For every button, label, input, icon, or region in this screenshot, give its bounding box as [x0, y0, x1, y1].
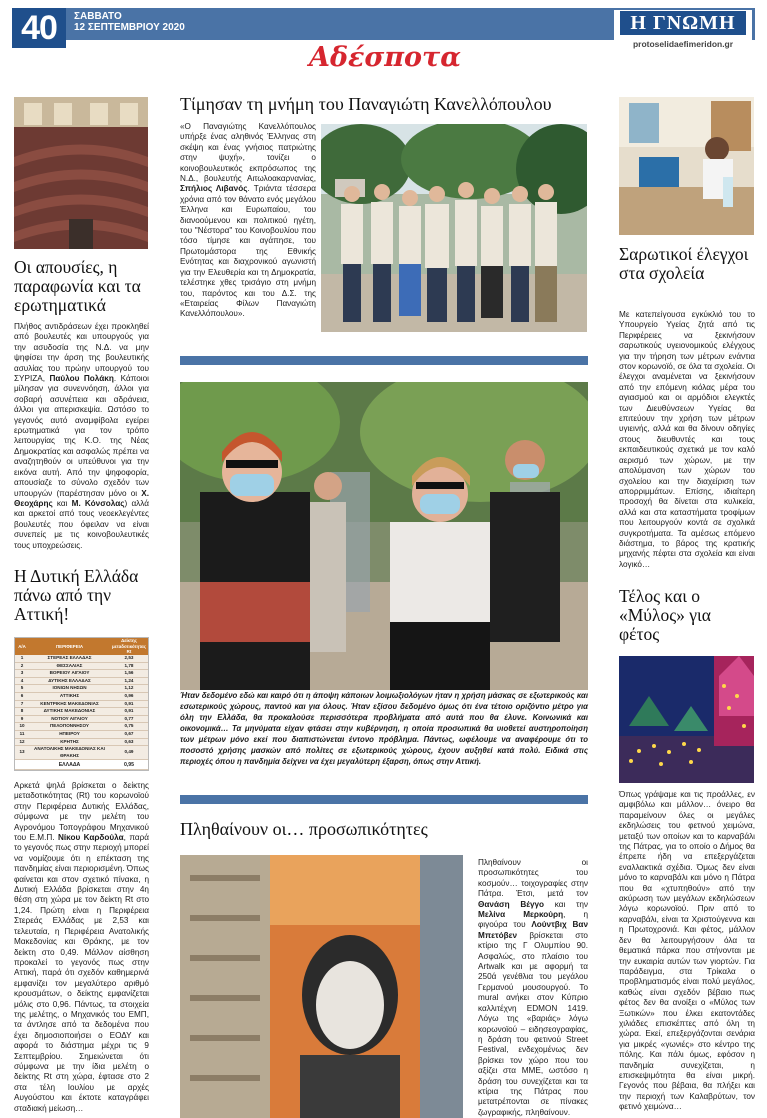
row-number: 10 [15, 723, 29, 731]
row-region: ΝΟΤΙΟΥ ΑΙΓΑΙΟΥ [29, 715, 110, 723]
row-rt-value: 0,77 [110, 715, 148, 723]
rt-index-table [14, 637, 149, 771]
table-row [15, 670, 148, 678]
headline-prosopikotites: Πληθαίνουν οι… προσωπικότητες [180, 819, 428, 839]
col-header-num: Α/Α [15, 638, 29, 655]
body-kanellopoulos [180, 122, 316, 320]
total-value: 0,95 [110, 760, 148, 770]
row-number: 7 [15, 700, 29, 708]
text-run: Αρκετά ψηλά βρίσκεται ο δείκτης μεταδοτικότητας (Rt) του κορωνοϊού στην Περιφέρεια Δυτικής Ελλάδας, σύμφωνα με την μελέτη του Αγρονόμου Τοπογράφου Μηχανικού του Ε.Μ.Π. [14, 781, 149, 843]
masks-street-photo [180, 382, 588, 690]
total-spacer [15, 760, 29, 770]
body-prosopikotites [478, 858, 588, 1118]
table-row [15, 708, 148, 716]
row-region: ΔΥΤΙΚΗΣ ΕΛΛΑΔΑΣ [29, 677, 110, 685]
text-run: ) αλλά και αρκετοί από τους νεοεκλεγέντες βουλευτές που όφειλαν να είναι συνεπείς με τις κοινοβουλευτικές τους υποχρεώσεις. [14, 498, 149, 550]
name-highlight: Νίκου Καρδούλα [57, 833, 124, 843]
body-dytiki [14, 781, 149, 1114]
row-number: 9 [15, 715, 29, 723]
row-rt-value: 0,75 [110, 723, 148, 731]
issue-date-text: 12 ΣΕΠΤΕΜΒΡΙΟΥ 2020 [74, 22, 185, 33]
table-row [15, 746, 148, 760]
row-region: ΑΝΑΤΟΛΙΚΗΣ ΜΑΚΕΔΟΝΙΑΣ ΚΑΙ ΘΡΑΚΗΣ [29, 746, 110, 760]
row-rt-value: 0,67 [110, 730, 148, 738]
page-number: 40 [12, 8, 66, 48]
table-row [15, 655, 148, 662]
row-region: ΒΟΡΕΙΟΥ ΑΙΓΑΙΟΥ [29, 670, 110, 678]
name-highlight: Λούντβιχ Βαν Μπετόβεν [478, 920, 588, 940]
row-region: ΑΤΤΙΚΗΣ [29, 692, 110, 700]
row-rt-value: 1,24 [110, 677, 148, 685]
row-number: 2 [15, 662, 29, 670]
name-highlight: Παύλου Πολάκη [49, 374, 114, 384]
name-highlight: Θανάση Βέγγο [478, 899, 545, 909]
section-title: Αδέσποτα [309, 42, 461, 73]
headline-elegxoi: Σαρωτικοί έλεγχοι στα σχολεία [619, 244, 749, 283]
newspaper-brand [614, 10, 752, 54]
row-region: ΠΕΛΟΠΟΝΝΗΣΟΥ [29, 723, 110, 731]
table-row [15, 685, 148, 693]
name-highlight: Μελίνα Μερκούρη [478, 910, 564, 920]
body-elegxoi: Με κατεπείγουσα εγκύκλιό του το Υπουργείο Υγείας ζητά από τις Περιφέρειες να ξεκινήσουν σαρωτικούς υγειονομικούς ελέγχους για την τήρηση των μέτρων ενάντια στον κορωνοϊό, σε όλα τα σχολεία. Οι έλεγχοι αναμένεται να ξεκινήσουν από την επόμενη κιόλας μέρα του αγιασμού και οι αρμόδιοι ελεγκτές των Διευθύνσεων Υγείας θα επιτεύουν την χρήση των μέτρων υγιεινής, αλλά και θα δίνουν οδηγίες στους διευθυντές και τους εκπαιδευτικούς σχετικά με τον καλό αερισμό των χώρων, με την απολύμανση των χώρων του σχολείου και την διαχείριση των απορριμμάτων. Επίσης, ιδιαίτερη προσοχή θα δίνεται στα κυλικεία, αλλά και στα καταστήματα τροφίμων που λειτουργούν κοντά σε σχολικά συγκροτήματα. Τα αμέσως επόμενο διάστημα, το βάρος της κρατικής μηχανής πέφτει στα σχολεία και είναι λογικό… [619, 310, 755, 569]
text-run: και [52, 498, 72, 508]
table-row [15, 723, 148, 731]
row-rt-value: 0,96 [110, 692, 148, 700]
christmas-lights-photo [619, 656, 754, 783]
row-region: ΚΡΗΤΗΣ [29, 738, 110, 746]
row-region: ΘΕΣΣΑΛΙΑΣ [29, 662, 110, 670]
headline-mylos: Τέλος και ο «Μύλος» για φέτος [619, 586, 711, 644]
text-run: . Τριάντα τέσσερα χρόνια από τον θάνατο ενός μεγάλου Έλληνα και Ευρωπαίου, του διανοούμενου και πολιτικού ηγέτη, του "Νέστορα" του Κοινοβουλίου που τόσο τίμησε και αγάπησε, του Πρωτομάστορα της Εθνικής Ενότητας και διαχρονικού αγωνιστή για την Ελευθερία και τη Δημοκρατία, τελέστηκε χθες τρισάγιο στη μνήμη του, παρόντος και του Δ.Σ. της «Εταιρείας Φίλων Παναγιώτη Κανελλόπουλου». [180, 184, 316, 319]
headline-apousies: Οι απουσίες, η παραφωνία και τα ερωτηματικά [14, 257, 141, 315]
row-rt-value: 0,63 [110, 738, 148, 746]
row-number: 4 [15, 677, 29, 685]
row-number: 12 [15, 738, 29, 746]
memorial-group-photo [321, 124, 587, 332]
table-row [15, 700, 148, 708]
table-row [15, 715, 148, 723]
row-rt-value: 2,53 [110, 655, 148, 662]
text-run: Πληθαίνουν οι προσωπικότητες του κοσμούν… τοιχογραφίες στην Πάτρα. Έτσι, μετά τον [478, 858, 588, 899]
total-label: ΕΛΛΑΔΑ [29, 760, 110, 770]
row-rt-value: 1,56 [110, 670, 148, 678]
row-region: ΙΟΝΙΩΝ ΝΗΣΩΝ [29, 685, 110, 693]
text-run: βρίσκεται στο κτίριο της Γ Ολυμπίου 90. Ασφαλώς, στο πλαίσιο του Artwalk και με αφορμή τα 250ά γενέθλια του μεγάλου Γερμανού μουσουργού. Το mural ανήκει στον Κύπριο καλλιτέχνη EDMON 1419. Λόγω της «βαριάς» λόγω κορωνοϊού – ειδησεογραφίας, η δράση του φετινού Street Festival, ενδεχομένως δεν βρίσκει τον χώρο που του αξίζει στα ΜΜΕ, ωστόσο η δράση του συνεχίζεται και τα κτίρια της Πάτρας που μετατρέπονται σε πίνακες ζωγραφικής, πληθαίνουν. [478, 930, 588, 1117]
row-region: ΚΕΝΤΡΙΚΗΣ ΜΑΚΕΔΟΝΙΑΣ [29, 700, 110, 708]
beethoven-mural-photo [180, 855, 463, 1118]
row-number: 3 [15, 670, 29, 678]
body-apousies [14, 322, 149, 551]
row-region: ΣΤΕΡΕΑΣ ΕΛΛΑΔΑΣ [29, 655, 110, 662]
row-region: ΗΠΕΙΡΟΥ [29, 730, 110, 738]
text-run: και την [544, 899, 588, 909]
text-run: , η φιγούρα του [478, 910, 588, 930]
row-number: 5 [15, 685, 29, 693]
text-run: Πλήθος αντιδράσεων έχει προκληθεί από βουλευτές και υπουργούς για την ασυδοσία της Ν.Δ. να μην ψηφίσει την άρση της βουλευτικής ασυλίας του πρώην υπουργού του ΣΥΡΙΖΑ, [14, 322, 149, 384]
name-highlight: Χ. Θεοχάρης [14, 488, 149, 508]
row-number: 11 [15, 730, 29, 738]
table-row [15, 738, 148, 746]
headline-kanellopoulos: Τίμησαν τη μνήμη του Παναγιώτη Κανελλόπουλου [180, 94, 552, 114]
row-region: ΔΥΤΙΚΗΣ ΜΑΚΕΔΟΝΙΑΣ [29, 708, 110, 716]
school-classroom-photo [619, 97, 754, 235]
body-mylos: Όπως γράψαμε και τις προάλλες, εν αμφιβόλω και μάλλον… όνειρο θα παραμείνουν όλες οι μεγάλες εκδηλώσεις του φετινού χειμώνα, μεταξύ των οποίων και το καρναβάλι της Πάτρας, για το οποίο ο Δήμος θα έπρεπε ήδη να επεξεργάζεται εναλλακτικά σχέδια. Όμως δεν είναι μόνο το καρναβάλι και μόνο η Πάτρα που θα «χτυπηθούν» από την ακύρωση των μεγάλων εκδηλώσεων λόγω κορωνοϊού. Πριν από το καρναβάλι, είναι τα Χριστούγεννα και η Πρωτοχρονιά. Και φέτος, μάλλον δεν θα λειτουργήσουν όλα τα θεματικά πάρκα που στήνονται με την ευκαιρία αυτών των γιορτών. Για παράδειγμα, στα Τρίκαλα ο προβληματισμός είναι πολύ μεγάλος, καθώς είναι σχεδόν βέβαιο πως φέτος δεν θα ανοίξει ο «Μύλος των Ξωτικών» που έλκει εκατοντάδες χιλιάδες επισκέπτες από όλη τη χώρα. Εκεί, επεξεργάζονται σενάρια για μικρές «γωνιές» στο κέντρο της πόλης. Και πάλι όμως, εφόσον η πανδημία συνεχίζεται, η επισκεψιμότητα θα είναι μικρή. Γεγονός που βέβαια, θα πλήξει και την περιοχή των Καλαβρύτων, τον φετινό χειμώνα… [619, 790, 755, 1112]
col-header-region: ΠΕΡΙΦΕΡΕΙΑ [29, 638, 110, 655]
headline-dytiki: Η Δυτική Ελλάδα πάνω από την Αττική! [14, 566, 139, 624]
masks-photo-caption: Ήταν δεδομένο εδώ και καιρό ότι η άποψη κάποιων λοιμωξιολόγων ήταν η χρήση μάσκας σε εξωτερικούς και εσωτερικούς χώρους, παντού και για όλους. Ήταν εξίσου δεδομένο όμως ότι ένα τέτοιο οριζόντιο μέτρο για όλη την Ελλάδα, θα προκαλούσε περισσότερα προβλήματα από αυτά που θα έλυνε. Κοινωνικά και οικονομικά… Τα μηνύματα είχαν φτάσει στην κυβέρνηση, η οποία προσωπικά θα υιοθετεί αυστηροποίηση των μέτρων μόνο εκεί που διαπιστώνεται έντονο πρόβλημα. Πάντως, ωφέλουμε να αναφέρουμε ότι το ποσοστό χρήσης μασκών από πολίτες σε εξωτερικούς χώρους, έχουν αυξηθεί κατά πολύ. Ειδικά στις περιοχές όπου η πανδημία δείχνει να έχει μεγαλύτερη έξαρση, όπως στην Αττική. [180, 691, 588, 766]
table-row [15, 662, 148, 670]
table-total-row [15, 760, 148, 770]
issue-date [74, 11, 185, 33]
divider-rule [180, 795, 588, 804]
website-label: protoselidaefimeridon.gr [632, 39, 734, 49]
row-rt-value: 1,78 [110, 662, 148, 670]
row-number: 8 [15, 708, 29, 716]
table-row [15, 677, 148, 685]
divider-rule [180, 356, 588, 365]
col-header-rt: Δείκτης μεταδοτικότητας Rt [111, 638, 147, 655]
table-row [15, 692, 148, 700]
row-number: 6 [15, 692, 29, 700]
name-highlight: Σπήλιος Λιβανός [180, 184, 248, 194]
row-rt-value: 1,12 [110, 685, 148, 693]
table-row [15, 730, 148, 738]
issue-day: ΣΑΒΒΑΤΟ [74, 11, 122, 22]
row-number: 1 [15, 655, 29, 662]
row-rt-value: 0,91 [110, 708, 148, 716]
text-run: . Κάποιοι μίλησαν για συνεννόηση, άλλοι για σοβαρή ασυνέπεια και αδράνεια, άλλοι για απερισκεψία. Ωστόσο το γεγονός αυτό αναμφίβολα εγείρει ερωτηματικά για τον τρόπο λειτουργίας της Κ.Ο. της Νέας Δημοκρατίας και ασφαλώς πρέπει να αναζητηθούν οι υπεύθυνοι για την εικόνα αυτή. Από την ψηφοφορία, απουσίαζε το σύνολο σχεδόν των υπουργών (παρέστησαν μόνο οι [14, 374, 149, 498]
parliament-photo [14, 97, 148, 249]
name-highlight: Μ. Κόνσολας [71, 498, 125, 508]
row-rt-value: 0,49 [110, 746, 148, 760]
newspaper-logo: Η ΓΝΩΜΗ [620, 11, 746, 35]
row-number: 13 [15, 746, 29, 760]
text-run: , παρά το γεγονός πως στην περιοχή μπορεί να νομίζουμε ότι η επέκταση της πανδημίας είναι περιορισμένη. Όπως φαίνεται και στον σχετικό πίνακα, η Δυτική Ελλάδα βρίσκεται στην 4η θέση στη χώρα με τον δείκτη Rt στο 1,24. Πρώτη είναι η Περιφέρεια Στερεάς Ελλάδας με 2,53 και τελευταία, η Περιφέρεια Ανατολικής Μακεδονίας και Θράκης, με τον δείκτη στο 0,49. Μάλλον αίσθηση προκαλεί το γεγονός πως στην Αττική, παρά ότι σχεδόν καθημερινά εμφανίζει τον μεγαλύτερο αριθμό κρουσμάτων, ο δείκτης εμφανίζεται μόλις στο 0,96. Πάντως, τα στοιχεία της μελέτης, ο Μηχανικός του ΕΜΠ, τα άντλησε από τα δεδομένα που έχει δημοσιοποιήσει ο ΕΟΔΥ και αφορά το διάστημα μέχρι τις 9 Σεπτεμβρίου. Σημειώνεται ότι σύμφωνα με την ίδια μελέτη ο δείκτης Rt στη χώρα, έφτασε στο 2 στα τέλη Ιουλίου με αρχές Αυγούστου και έκτοτε καταγράφει σταδιακή μείωση… [14, 833, 149, 1113]
text-run: «Ο Παναγιώτης Κανελλόπουλος υπήρξε ένας αληθινός Έλληνας στη σκέψη και ένας γνήσιος πατριώτης στην ψυχή», τονίζει ο κοινοβουλευτικός εκπρόσωπος της Ν.Δ., βουλευτής Αιτωλοακαρνανίας, [180, 122, 316, 184]
row-rt-value: 0,91 [110, 700, 148, 708]
